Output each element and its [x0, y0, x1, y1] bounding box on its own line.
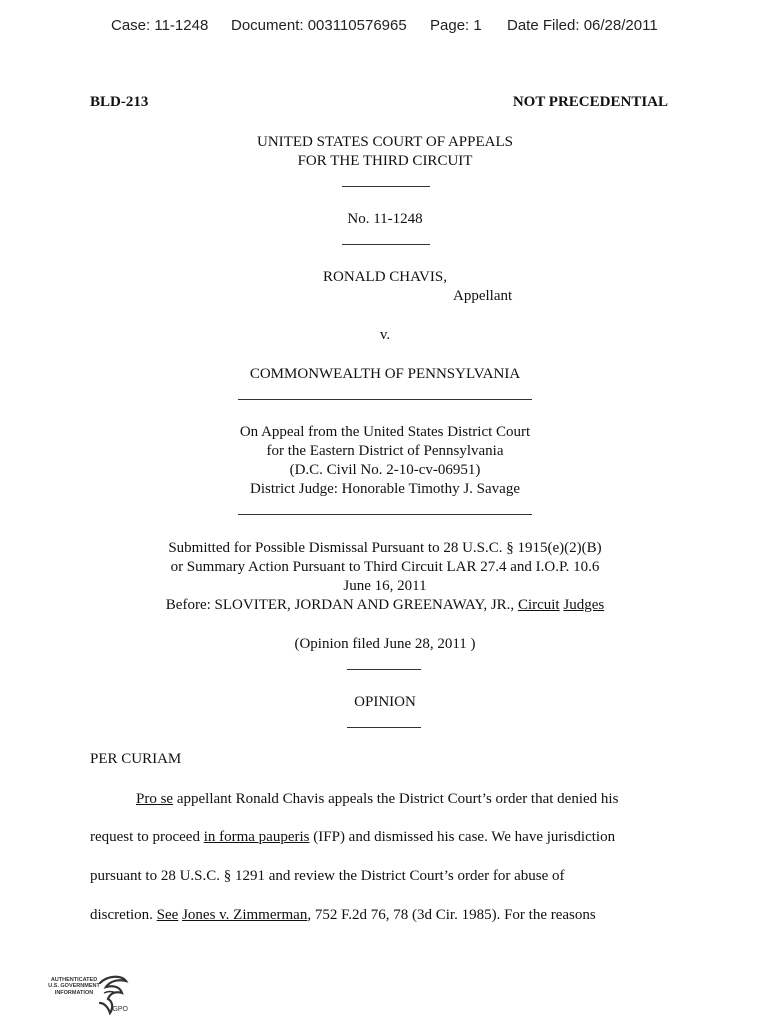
bld-number: BLD-213	[90, 94, 149, 110]
case-citation: Jones v. Zimmerman	[182, 907, 308, 923]
body-line4	[90, 907, 596, 924]
versus: v.	[379, 327, 391, 343]
divider	[238, 514, 532, 515]
panel-prefix: Before: SLOVITER, JORDAN AND GREENAWAY, JR.,	[165, 597, 518, 613]
submitted-date: June 16, 2011	[343, 578, 427, 594]
gpo-mark: GPO	[112, 1006, 128, 1013]
panel-circuit: Circuit	[517, 597, 560, 613]
appeal-line3: (D.C. Civil No. 2-10-cv-06951)	[289, 462, 481, 478]
date-filed: Date Filed: 06/28/2011	[507, 17, 658, 34]
see-signal: See	[156, 907, 179, 923]
panel-judges-word: Judges	[563, 597, 605, 613]
pro-se: Pro se	[136, 791, 174, 807]
page-number: Page: 1	[430, 17, 482, 34]
body-text: (IFP) and dismissed his case. We have jurisdiction	[309, 829, 616, 845]
gpo-authentication-logo	[42, 973, 132, 1019]
per-curiam: PER CURIAM	[90, 751, 182, 767]
appeal-line2: for the Eastern District of Pennsylvania	[266, 443, 504, 459]
body-line1	[136, 791, 618, 808]
panel-judges	[0, 597, 770, 614]
divider	[342, 186, 430, 187]
document-number: Document: 003110576965	[231, 17, 407, 34]
case-number: Case: 11-1248	[111, 17, 209, 34]
gpo-text-line2: U.S. GOVERNMENT	[48, 983, 100, 990]
body-line3: pursuant to 28 U.S.C. § 1291 and review the District Court’s order for abuse of	[90, 868, 565, 884]
district-judge: District Judge: Honorable Timothy J. Savage	[250, 481, 520, 497]
gpo-text-line1: AUTHENTICATED	[50, 977, 98, 983]
body-text: appellant Ronald Chavis appeals the District Court’s order that denied his	[173, 791, 619, 807]
docket-number: No. 11-1248	[347, 211, 423, 227]
gpo-text-line3: INFORMATION	[54, 989, 94, 996]
body-text: request to proceed	[90, 829, 204, 845]
divider	[347, 669, 421, 670]
divider	[238, 399, 532, 400]
court-name-line1: UNITED STATES COURT OF APPEALS	[257, 134, 513, 150]
appellee-name: COMMONWEALTH OF PENNSYLVANIA	[249, 366, 521, 382]
body-line2	[90, 829, 615, 846]
appellant-role: Appellant	[453, 288, 513, 304]
ifp-term: in forma pauperis	[203, 829, 310, 845]
precedential-status: NOT PRECEDENTIAL	[512, 94, 668, 110]
opinion-filed: (Opinion filed June 28, 2011 )	[294, 636, 476, 652]
divider	[342, 244, 430, 245]
opinion-heading: OPINION	[354, 694, 416, 710]
appellant-name: RONALD CHAVIS,	[323, 269, 447, 285]
court-name-line2: FOR THE THIRD CIRCUIT	[297, 153, 473, 169]
divider	[347, 727, 421, 728]
appeal-line1: On Appeal from the United States District Court	[239, 424, 531, 440]
submitted-line2: or Summary Action Pursuant to Third Circuit LAR 27.4 and I.O.P. 10.6	[170, 559, 600, 575]
body-text: discretion.	[90, 907, 157, 923]
submitted-line1: Submitted for Possible Dismissal Pursuant to 28 U.S.C. § 1915(e)(2)(B)	[168, 540, 602, 556]
body-text: , 752 F.2d 76, 78 (3d Cir. 1985). For the reasons	[307, 907, 596, 923]
